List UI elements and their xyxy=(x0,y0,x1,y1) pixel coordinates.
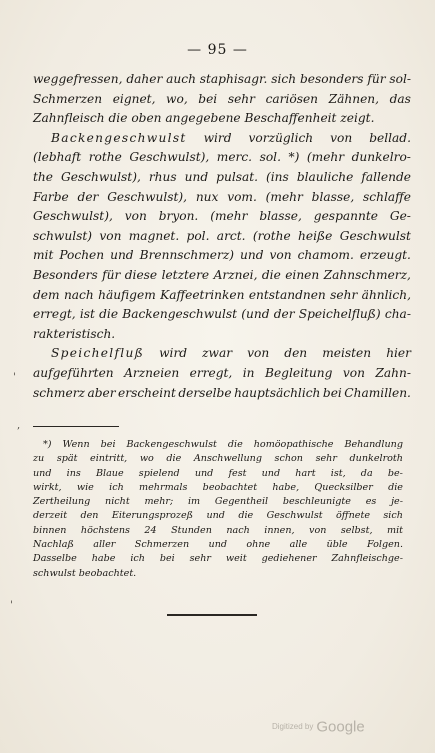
main-word: bei xyxy=(198,91,218,106)
main-word: (lebhaft xyxy=(33,150,82,165)
main-word: (mehr xyxy=(210,209,248,224)
footnote-word: beschleunigte xyxy=(282,496,351,508)
main-word: dunkelro- xyxy=(351,150,411,165)
main-word: auch xyxy=(166,72,196,86)
main-word: hier xyxy=(386,346,411,361)
footnote-word: beobachtet xyxy=(202,481,258,493)
footnote-word: Geschwulst xyxy=(266,510,323,522)
main-word: Arzneien xyxy=(124,365,180,380)
footnote-word: spielend xyxy=(138,467,180,479)
main-word: Geschwulst xyxy=(339,228,411,243)
main-word: sol- xyxy=(389,72,411,86)
footnote-word: wo xyxy=(139,453,154,465)
main-word: heiße xyxy=(298,228,333,243)
page-number: — 95 — xyxy=(187,42,248,58)
main-word: sehr xyxy=(227,91,255,106)
main-word: Backengeschwulst xyxy=(122,307,238,322)
footnote-word: öffnete xyxy=(336,510,370,522)
footnote-word: je- xyxy=(391,496,403,508)
footnote-word: mit xyxy=(386,524,403,536)
main-word: Kaffeetrinken xyxy=(160,287,245,302)
main-line xyxy=(33,344,411,364)
main-word: (rothe xyxy=(252,228,291,243)
footnote-word: den xyxy=(80,510,99,522)
footnote-separator xyxy=(33,426,119,427)
margin-speck: ' xyxy=(10,600,13,611)
main-word: für xyxy=(367,72,386,86)
footnote-line xyxy=(33,509,403,523)
footnote-word: binnen xyxy=(33,524,67,536)
footnote-word: sehr xyxy=(315,453,337,465)
main-word: blasse, xyxy=(259,209,302,224)
footnote-word: dunkelroth xyxy=(349,453,403,465)
footnote-word: die xyxy=(388,481,403,493)
main-line xyxy=(33,188,411,208)
main-word: Geschwulst), xyxy=(107,189,188,204)
main-word: von xyxy=(269,248,292,263)
footnote-line xyxy=(33,495,403,509)
main-word: pulsat. xyxy=(216,169,259,184)
footnote-word: und xyxy=(33,467,52,479)
footnote-word: nach xyxy=(226,524,250,536)
footnote-word: es xyxy=(365,496,377,508)
main-word: Zähnen, xyxy=(328,91,380,106)
watermark-small-text: Digitized by xyxy=(272,722,314,732)
footnote-word: spät xyxy=(56,453,78,465)
footnote-word: ohne xyxy=(246,539,271,551)
main-word: sehr xyxy=(330,287,358,302)
main-word: cha- xyxy=(384,307,411,322)
footnote-line xyxy=(33,552,403,566)
main-word: wo, xyxy=(166,91,188,106)
main-word: und xyxy=(184,169,209,184)
main-word: Besonders xyxy=(33,267,98,282)
footnote-word: da xyxy=(360,467,373,479)
main-word: Zahn- xyxy=(375,365,411,380)
main-line xyxy=(33,227,411,247)
footnote-word: mehr; xyxy=(144,496,174,508)
main-word: nach xyxy=(63,287,94,302)
main-word: von xyxy=(99,228,122,243)
main-word: merc. xyxy=(216,150,253,165)
main-word: zwar xyxy=(202,346,233,361)
main-word: von xyxy=(247,346,270,361)
main-line xyxy=(33,266,411,286)
margin-speck: ' xyxy=(13,372,16,383)
footnote-line xyxy=(33,481,403,495)
footnote-word: Gegentheil xyxy=(214,496,269,508)
footnote-word: höchstens xyxy=(80,524,130,536)
footnote-word: Blaue xyxy=(95,467,124,479)
main-word: arct. xyxy=(216,228,246,243)
main-word: Farbe xyxy=(33,189,69,204)
main-word: zeigt. xyxy=(340,111,375,126)
footnote-word: ist, xyxy=(330,467,346,479)
footnote-word: habe, xyxy=(272,481,300,493)
main-word: blasse, xyxy=(311,189,355,204)
footnote-word: von xyxy=(309,524,327,536)
main-word: Geschwulst), xyxy=(33,209,113,224)
main-word: (mehr xyxy=(265,189,303,204)
footnote-word: Nachlaß xyxy=(33,539,74,551)
main-word: Geschwulst), xyxy=(60,169,141,184)
main-word: besonders xyxy=(299,72,364,86)
footnote-word: sich xyxy=(383,510,403,522)
footnote-word: ins xyxy=(66,467,81,479)
footnote-word: schwulst xyxy=(33,567,76,579)
footnote-word: im xyxy=(187,496,201,508)
footnote-word: hart xyxy=(295,467,316,479)
main-word: von xyxy=(342,365,365,380)
footnote-word: aller xyxy=(93,539,116,551)
main-word: fallende xyxy=(361,169,411,184)
footnote-word: üble xyxy=(326,539,348,551)
footnote-word: nicht xyxy=(105,496,130,508)
main-line xyxy=(33,325,411,345)
main-word: rhus xyxy=(148,169,177,184)
footnote-word: und xyxy=(208,539,228,551)
main-word: Backengeschwulst xyxy=(51,130,187,145)
digitized-by-google-watermark xyxy=(272,718,365,736)
main-word: magnet. xyxy=(128,228,180,243)
footnote-word: innen, xyxy=(264,524,295,536)
main-word: wird xyxy=(203,130,232,145)
footnote-word: weit xyxy=(225,553,247,565)
main-word: und xyxy=(110,248,134,263)
main-word: (mehr xyxy=(306,150,345,165)
footnote-word: die xyxy=(166,453,182,465)
footnote-word: die xyxy=(227,439,243,450)
main-word: rakteristisch. xyxy=(33,326,116,341)
footnote-word: sehr xyxy=(189,553,211,565)
footnote-word: 24 xyxy=(144,524,157,536)
main-word: the xyxy=(33,169,53,184)
main-word: Speichelfluß) xyxy=(298,307,381,322)
main-word: derselbe xyxy=(178,385,232,400)
main-word: wird xyxy=(159,346,188,361)
main-word: den xyxy=(284,346,308,361)
footnote-word: wie xyxy=(76,481,94,493)
footnote-word: Dasselbe xyxy=(33,553,77,565)
main-word: schmerz xyxy=(33,385,85,400)
main-word: Pochen xyxy=(59,248,105,263)
main-word: angegebene xyxy=(165,111,241,126)
main-word: eignet, xyxy=(112,91,156,106)
footnote-word: habe xyxy=(91,553,116,565)
main-line xyxy=(33,90,411,110)
main-line xyxy=(33,384,411,404)
main-word: meisten xyxy=(322,346,372,361)
footnote-word: und xyxy=(261,467,281,479)
main-word: mit xyxy=(33,248,54,263)
main-word: oben xyxy=(131,111,162,126)
main-word: Geschwulst), xyxy=(129,150,210,165)
main-line xyxy=(33,207,411,227)
main-line xyxy=(33,286,411,306)
main-word: chamom. xyxy=(297,248,354,263)
footnote-word: Folgen. xyxy=(366,539,403,551)
main-word: Beschaffenheit xyxy=(244,111,337,126)
main-text-block xyxy=(33,70,411,403)
main-word: einen xyxy=(285,267,320,282)
main-line xyxy=(33,305,411,325)
main-word: Arznei, xyxy=(213,267,258,282)
footnote-word: fest xyxy=(228,467,247,479)
main-word: erregt, xyxy=(33,307,76,322)
main-word: erzeugt. xyxy=(359,248,411,263)
footnote-word: homöopathische xyxy=(253,439,334,450)
footnote-word: Behandlung xyxy=(344,439,403,450)
main-word: weggefressen, xyxy=(33,72,123,86)
main-word: von xyxy=(124,209,147,224)
main-word: der xyxy=(273,307,295,322)
main-word: diese xyxy=(124,267,158,282)
main-word: ähnlich, xyxy=(361,287,411,302)
footnote-word: Quecksilber xyxy=(314,481,373,493)
footnote-line xyxy=(33,538,403,552)
main-word: sich xyxy=(271,72,297,86)
footnote-line xyxy=(33,467,403,481)
main-word: in xyxy=(242,365,255,380)
main-word: das xyxy=(389,91,411,106)
main-word: die xyxy=(261,267,281,282)
main-line xyxy=(33,148,411,168)
main-word: sol. xyxy=(259,150,281,165)
main-word: rothe xyxy=(88,150,122,165)
footnote-block xyxy=(33,438,403,581)
main-word: pol. xyxy=(186,228,210,243)
footnote-word: *) xyxy=(43,439,52,450)
footnote-word: Backengeschwulst xyxy=(126,439,217,450)
footnote-word: gediehener xyxy=(261,553,317,565)
footnote-line xyxy=(33,438,403,452)
footnote-word: Stunden xyxy=(171,524,212,536)
main-word: ist xyxy=(79,307,95,322)
footnote-word: Eiterungsprozeß xyxy=(111,510,194,522)
footnote-word: ich xyxy=(130,553,145,565)
margin-speck: , xyxy=(17,420,21,431)
footnote-word: und xyxy=(194,467,214,479)
main-word: dem xyxy=(33,287,60,302)
footnote-word: Anschwellung xyxy=(193,453,262,465)
footnote-word: Wenn xyxy=(62,439,90,450)
main-word: bei xyxy=(322,385,342,400)
footnote-line xyxy=(33,567,403,581)
footnote-word: derzeit xyxy=(33,510,68,522)
main-word: Schmerzen xyxy=(33,91,103,106)
main-word: Brennschmerz) xyxy=(139,248,235,263)
footnote-word: mehrmals xyxy=(139,481,188,493)
main-word: letztere xyxy=(161,267,210,282)
footnote-word: schon xyxy=(274,453,303,465)
main-word: entstandnen xyxy=(248,287,326,302)
main-word: aber xyxy=(87,385,116,400)
main-line xyxy=(33,246,411,266)
main-word: erregt, xyxy=(189,365,233,380)
main-word: Zahnschmerz, xyxy=(323,267,411,282)
footnote-word: Zahnfleischge- xyxy=(331,553,403,565)
main-word: bryon. xyxy=(158,209,199,224)
main-word: blauliche xyxy=(296,169,354,184)
watermark-google-text: Google xyxy=(316,718,365,736)
footnote-word: die xyxy=(238,510,254,522)
main-word: von xyxy=(330,130,353,145)
footnote-word: und xyxy=(206,510,225,522)
main-word: schwulst) xyxy=(33,228,93,243)
main-word: aufgeführten xyxy=(33,365,114,380)
main-line xyxy=(33,364,411,384)
main-word: der xyxy=(77,189,99,204)
main-word: staphisagr. xyxy=(199,72,268,86)
main-word: die xyxy=(108,111,128,126)
main-word: schlaffe xyxy=(363,189,411,204)
main-word: (ins xyxy=(266,169,289,184)
main-word: vom. xyxy=(227,189,257,204)
footnote-word: bei xyxy=(159,553,175,565)
main-word: erscheint xyxy=(118,385,176,400)
footnote-word: selbst, xyxy=(340,524,373,536)
main-word: daher xyxy=(126,72,163,86)
footnote-word: eintritt, xyxy=(90,453,128,465)
main-word: hauptsächlich xyxy=(234,385,321,400)
main-word: häufigem xyxy=(98,287,156,302)
main-line xyxy=(33,129,411,149)
page-end-rule xyxy=(167,614,257,616)
footnote-line xyxy=(33,524,403,538)
main-word: Ge- xyxy=(389,209,411,224)
main-line xyxy=(33,168,411,188)
footnote-line xyxy=(33,452,403,466)
main-word: Begleitung xyxy=(265,365,333,380)
footnote-word: Zertheilung xyxy=(33,496,91,508)
footnote-word: alle xyxy=(289,539,308,551)
footnote-word: wirkt, xyxy=(33,481,62,493)
main-line xyxy=(33,70,411,90)
main-word: Zahnfleisch xyxy=(33,111,105,126)
footnote-word: beobachtet. xyxy=(78,567,137,579)
footnote-word: bei xyxy=(100,439,116,450)
main-word: für xyxy=(102,267,121,282)
main-word: bellad. xyxy=(369,130,411,145)
main-word: vorzüglich xyxy=(248,130,314,145)
footnote-word: ich xyxy=(109,481,124,493)
main-word: Chamillen. xyxy=(344,385,411,400)
main-line xyxy=(33,109,411,129)
main-word: nux xyxy=(195,189,219,204)
main-word: und xyxy=(240,248,264,263)
footnote-word: Schmerzen xyxy=(134,539,190,551)
main-word: die xyxy=(99,307,119,322)
main-word: Speichelfluß xyxy=(51,346,145,361)
footnote-word: be- xyxy=(387,467,403,479)
footnote-word: zu xyxy=(33,453,45,465)
main-word: *) xyxy=(288,150,300,165)
main-word: (und xyxy=(241,307,270,322)
main-word: gespannte xyxy=(313,209,378,224)
main-word: cariösen xyxy=(265,91,319,106)
